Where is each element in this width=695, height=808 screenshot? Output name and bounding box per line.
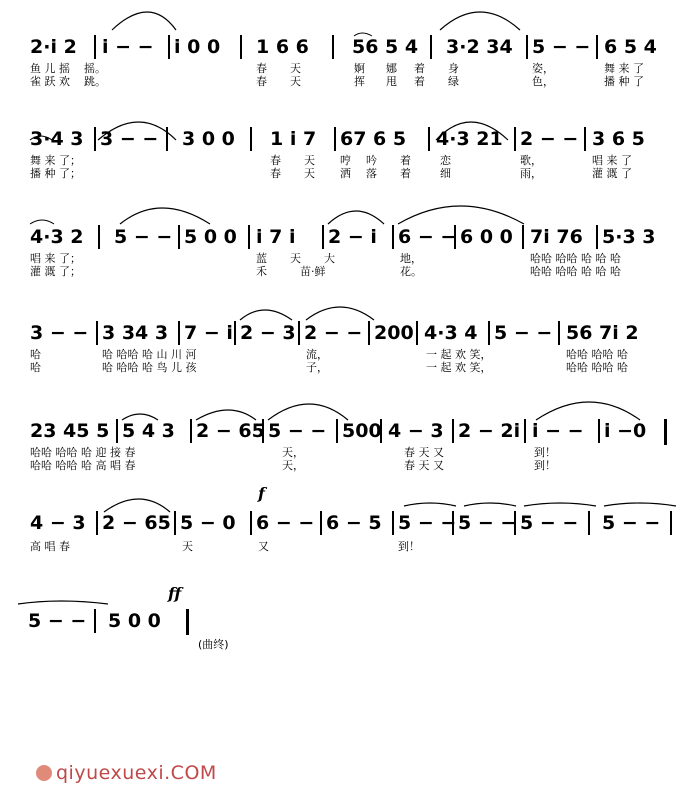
barline bbox=[428, 127, 430, 151]
lyric: 摇。 bbox=[84, 62, 106, 75]
lyric: 天， bbox=[282, 446, 304, 459]
measure: 2 − i bbox=[328, 226, 377, 248]
barline bbox=[174, 511, 176, 535]
measure: 2 − − bbox=[304, 322, 363, 344]
lyric: 一 起 欢 笑， bbox=[426, 348, 492, 361]
barline bbox=[98, 225, 100, 249]
final-barline bbox=[186, 609, 189, 635]
lyric: 吟 bbox=[366, 154, 377, 167]
measure: 4·3 2 bbox=[30, 226, 84, 248]
measure: 5 − − bbox=[602, 512, 661, 534]
lyric: 天 bbox=[290, 62, 301, 75]
measure: 5 − − bbox=[520, 512, 579, 534]
lyric: 舞 来 了 bbox=[604, 62, 644, 75]
measure: 500 bbox=[342, 420, 382, 442]
measure: 5 − − bbox=[268, 420, 327, 442]
lyric: 细 bbox=[440, 167, 451, 180]
lyric: 春 bbox=[256, 62, 267, 75]
measure: 4·3 4 bbox=[424, 322, 478, 344]
measure: 1 i 7 bbox=[270, 128, 317, 150]
lyric: 到！ bbox=[534, 459, 556, 472]
lyric: 哈哈 哈哈 哈 哈 哈 bbox=[530, 252, 621, 265]
barline bbox=[416, 321, 418, 345]
lyric: 甩 bbox=[386, 75, 397, 88]
barline bbox=[178, 225, 180, 249]
lyric: 姿， bbox=[532, 62, 554, 75]
lyric: 身 bbox=[448, 62, 459, 75]
lyric: 雀 跃 欢 bbox=[30, 75, 70, 88]
barline bbox=[94, 609, 96, 633]
barline bbox=[190, 419, 192, 443]
barline bbox=[262, 419, 264, 443]
measure: i 0 0 bbox=[174, 36, 221, 58]
lyric: 天， bbox=[282, 459, 304, 472]
measure: 2 − 3 bbox=[240, 322, 296, 344]
lyric: 哈哈 哈哈 哈 哈 哈 bbox=[530, 265, 621, 278]
barline bbox=[166, 127, 168, 151]
lyric: 苗·鲜 bbox=[300, 265, 326, 278]
measure: i − − bbox=[532, 420, 584, 442]
measure: 5 − − bbox=[114, 226, 173, 248]
barline bbox=[336, 419, 338, 443]
barline bbox=[178, 321, 180, 345]
barline bbox=[488, 321, 490, 345]
barline bbox=[116, 419, 118, 443]
measure: 56 7i 2 bbox=[566, 322, 639, 344]
measure: 5 − − bbox=[532, 36, 591, 58]
barline bbox=[168, 35, 170, 59]
barline bbox=[334, 127, 336, 151]
measure: 4·3 21 bbox=[436, 128, 503, 150]
lyric: 绿 bbox=[448, 75, 459, 88]
measure: 2 − 2i bbox=[458, 420, 521, 442]
lyric: 春 bbox=[270, 167, 281, 180]
measure: 5 0 0 bbox=[108, 610, 161, 632]
lyric: 大 bbox=[324, 252, 335, 265]
barline bbox=[598, 419, 600, 443]
measure: 5 − − bbox=[398, 512, 457, 534]
lyric: 播 种 了； bbox=[30, 167, 81, 180]
measure: 5 − − bbox=[458, 512, 517, 534]
lyric: 哈 哈哈 哈 山 川 河 bbox=[102, 348, 197, 361]
measure: 3·4 3 bbox=[30, 128, 84, 150]
measure: 2 − − bbox=[520, 128, 579, 150]
measure: 3 6 5 bbox=[592, 128, 645, 150]
lyric: 着 bbox=[400, 167, 411, 180]
barline bbox=[454, 225, 456, 249]
measure: 3 − − bbox=[100, 128, 159, 150]
measure: 6 5 4 bbox=[604, 36, 657, 58]
dynamic-mark: f bbox=[258, 484, 265, 503]
barline bbox=[250, 127, 252, 151]
lyric: 唱 来 了； bbox=[30, 252, 81, 265]
barline bbox=[524, 419, 526, 443]
lyric: 哼 bbox=[340, 154, 351, 167]
lyric: 婀 bbox=[354, 62, 365, 75]
barline bbox=[320, 511, 322, 535]
measure: 5 − − bbox=[494, 322, 553, 344]
measure: i − − bbox=[102, 36, 154, 58]
measure: 1 6 6 bbox=[256, 36, 309, 58]
measure: 7 − i bbox=[184, 322, 233, 344]
barline bbox=[596, 35, 598, 59]
measure: 6 − − bbox=[256, 512, 315, 534]
barline bbox=[234, 321, 236, 345]
barline bbox=[322, 225, 324, 249]
measure: 4 − 3 bbox=[30, 512, 86, 534]
lyric: 哈哈 哈哈 哈 bbox=[566, 348, 628, 361]
measure: 5 − − bbox=[28, 610, 87, 632]
lyric: 天 bbox=[290, 75, 301, 88]
lyric: 落 bbox=[366, 167, 377, 180]
lyric: 洒 bbox=[340, 167, 351, 180]
lyric: 着 bbox=[414, 75, 425, 88]
measure: 3 − − bbox=[30, 322, 89, 344]
lyric: 到！ bbox=[398, 540, 420, 553]
lyric: 禾 bbox=[256, 265, 267, 278]
measure: 5·3 3 bbox=[602, 226, 656, 248]
barline bbox=[522, 225, 524, 249]
barline bbox=[332, 35, 334, 59]
barline bbox=[94, 127, 96, 151]
lyric: 蓝 bbox=[256, 252, 267, 265]
lyric: 天 bbox=[304, 167, 315, 180]
lyric: 哈哈 哈哈 哈 迎 接 春 bbox=[30, 446, 136, 459]
measure: 3 34 3 bbox=[102, 322, 169, 344]
barline bbox=[240, 35, 242, 59]
measure: 3 0 0 bbox=[182, 128, 235, 150]
barline bbox=[392, 511, 394, 535]
lyric: 春 bbox=[270, 154, 281, 167]
lyric: 春 bbox=[256, 75, 267, 88]
barline bbox=[526, 35, 528, 59]
lyric: 哈 bbox=[30, 361, 41, 374]
measure: 2·i 2 bbox=[30, 36, 77, 58]
lyric: 鱼 儿 摇 bbox=[30, 62, 70, 75]
measure: 7i 76 bbox=[530, 226, 583, 248]
measure: 6 0 0 bbox=[460, 226, 513, 248]
barline bbox=[452, 419, 454, 443]
lyric: 子， bbox=[306, 361, 328, 374]
barline bbox=[298, 321, 300, 345]
lyric: 哈 哈哈 哈 鸟 儿 孩 bbox=[102, 361, 197, 374]
dynamic-mark: ff bbox=[168, 584, 182, 603]
lyric: 春 天 又 bbox=[404, 459, 444, 472]
lyric: 跳。 bbox=[84, 75, 106, 88]
sun-icon bbox=[36, 765, 52, 781]
measure: 23 45 5 bbox=[30, 420, 110, 442]
lyric: 哈哈 哈哈 哈 bbox=[566, 361, 628, 374]
measure: 5 0 0 bbox=[184, 226, 237, 248]
lyric: 春 天 又 bbox=[404, 446, 444, 459]
lyric: 花。 bbox=[400, 265, 422, 278]
barline bbox=[558, 321, 560, 345]
measure: 56 5 4 bbox=[352, 36, 419, 58]
lyric: 天 bbox=[182, 540, 193, 553]
measure: 3·2 34 bbox=[446, 36, 513, 58]
lyric: 着 bbox=[414, 62, 425, 75]
lyric: 天 bbox=[304, 154, 315, 167]
measure: 5 − 0 bbox=[180, 512, 236, 534]
repeat-barline bbox=[664, 419, 667, 445]
lyric: 雨， bbox=[520, 167, 542, 180]
barline bbox=[588, 511, 590, 535]
measure: 4 − 3 bbox=[388, 420, 444, 442]
measure: i 7 i bbox=[256, 226, 296, 248]
lyric: 舞 来 了； bbox=[30, 154, 81, 167]
barline bbox=[670, 511, 672, 535]
barline bbox=[596, 225, 598, 249]
lyric: 流， bbox=[306, 348, 328, 361]
end-label: (曲终) bbox=[198, 638, 229, 651]
lyric: 哈哈 哈哈 哈 高 唱 春 bbox=[30, 459, 136, 472]
lyric: 唱 来 了 bbox=[592, 154, 632, 167]
lyric: 一 起 欢 笑， bbox=[426, 361, 492, 374]
watermark bbox=[36, 762, 217, 784]
lyric: 高 唱 春 bbox=[30, 540, 70, 553]
barline bbox=[96, 321, 98, 345]
barline bbox=[584, 127, 586, 151]
lyric: 灌 溉 了 bbox=[592, 167, 632, 180]
lyric: 到！ bbox=[534, 446, 556, 459]
lyric: 哈 bbox=[30, 348, 41, 361]
barline bbox=[430, 35, 432, 59]
lyric: 灌 溉 了； bbox=[30, 265, 81, 278]
barline bbox=[514, 511, 516, 535]
measure: 67 6 5 bbox=[340, 128, 407, 150]
lyric: 着 bbox=[400, 154, 411, 167]
measure: i −0 bbox=[604, 420, 647, 442]
lyric: 地， bbox=[400, 252, 422, 265]
measure: 2 − 65 bbox=[196, 420, 265, 442]
barline bbox=[514, 127, 516, 151]
lyric: 天 bbox=[290, 252, 301, 265]
barline bbox=[248, 225, 250, 249]
lyric: 色， bbox=[532, 75, 554, 88]
barline bbox=[380, 419, 382, 443]
lyric: 又 bbox=[258, 540, 269, 553]
lyric: 播 种 了 bbox=[604, 75, 644, 88]
barline bbox=[94, 35, 96, 59]
barline bbox=[368, 321, 370, 345]
lyric: 恋 bbox=[440, 154, 451, 167]
lyric: 娜 bbox=[386, 62, 397, 75]
lyric: 挥 bbox=[354, 75, 365, 88]
measure: 2 − 65 bbox=[102, 512, 171, 534]
watermark-text: qiyuexuexi.COM bbox=[56, 762, 217, 784]
lyric: 歌， bbox=[520, 154, 542, 167]
barline bbox=[392, 225, 394, 249]
measure: 6 − − bbox=[398, 226, 457, 248]
barline bbox=[452, 511, 454, 535]
measure: 5 4 3 bbox=[122, 420, 175, 442]
barline bbox=[96, 511, 98, 535]
measure: 6 − 5 bbox=[326, 512, 382, 534]
measure: 200 bbox=[374, 322, 414, 344]
barline bbox=[250, 511, 252, 535]
